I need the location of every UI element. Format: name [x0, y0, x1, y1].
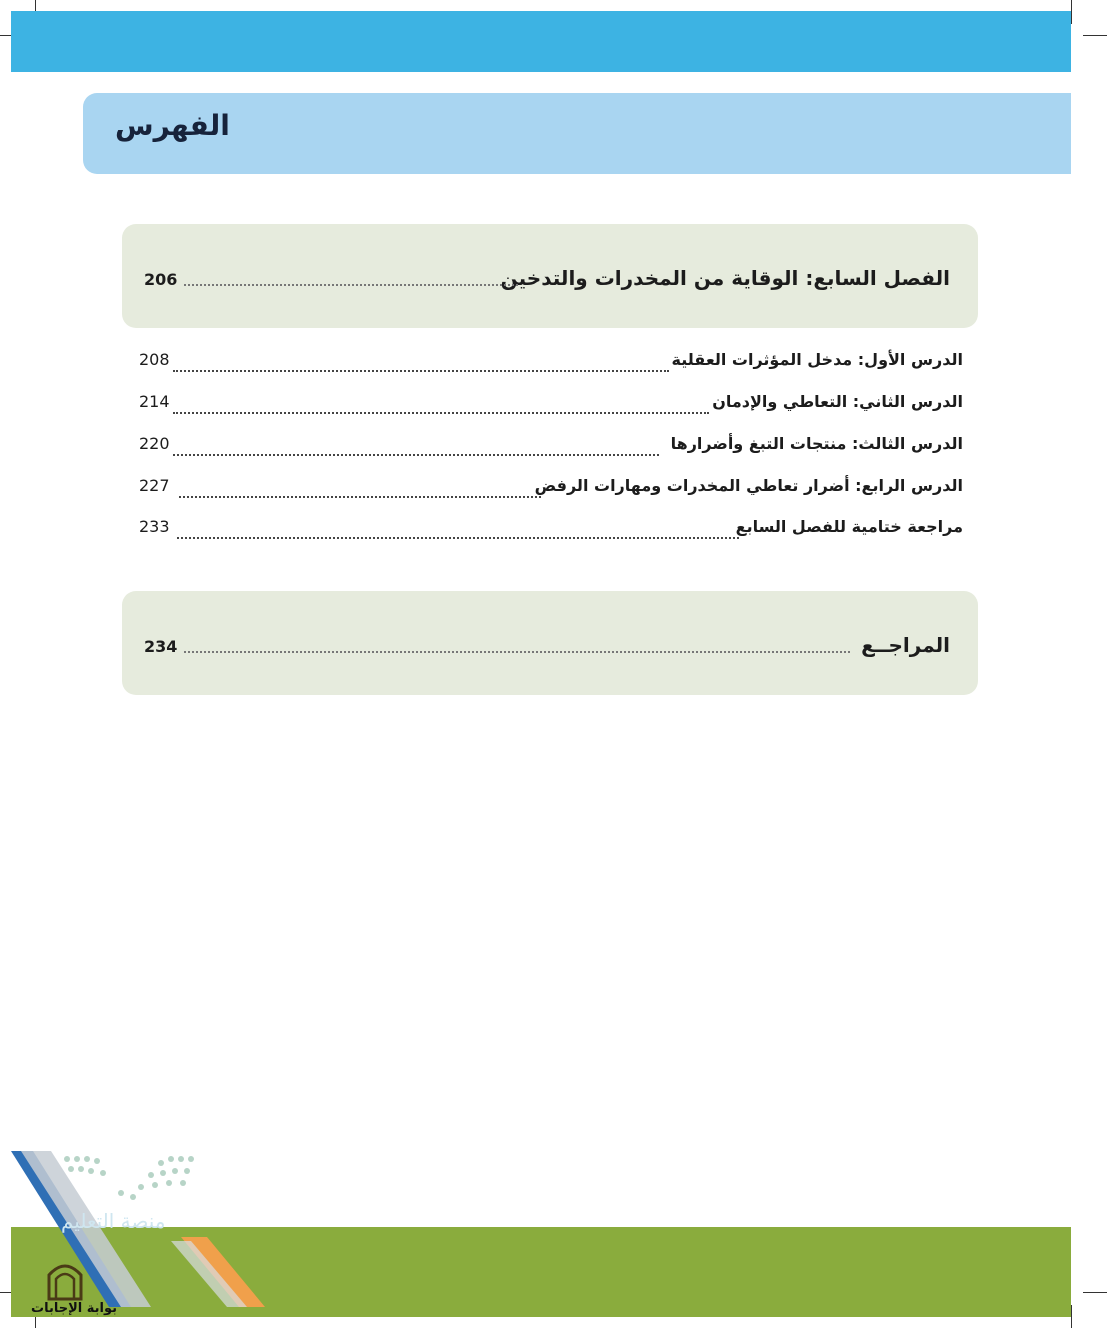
dot-leader	[177, 537, 739, 539]
references-page-number: 234	[144, 637, 178, 656]
dot-leader	[179, 496, 541, 498]
crop-mark	[1083, 35, 1107, 36]
dot-leader	[173, 370, 669, 372]
toc-entry[interactable]	[139, 348, 963, 378]
chapter-page-number: 206	[144, 270, 178, 289]
dot-leader	[173, 454, 659, 456]
toc-entry-title: الدرس الرابع: أضرار تعاطي المخدرات ومهارات الرفض	[534, 476, 963, 495]
toc-entry-title: الدرس الأول: مدخل المؤثرات العقلية	[671, 350, 963, 369]
page-title: الفهرس	[115, 109, 230, 142]
toc-entry-page: 227	[139, 476, 170, 495]
crop-mark	[1083, 1292, 1107, 1293]
toc-entry-page: 220	[139, 434, 170, 453]
watermark-text: منصة التعليم	[61, 1209, 166, 1233]
chapter-title: الفصل السابع: الوقاية من المخدرات والتدخين	[500, 266, 950, 290]
footer-caption: بوابة الإجابات	[31, 1301, 117, 1316]
toc-entry[interactable]	[139, 474, 963, 504]
book-page	[11, 11, 1071, 1317]
dot-leader	[184, 284, 518, 286]
gate-logo-icon	[45, 1257, 85, 1301]
crop-mark	[1071, 1305, 1072, 1328]
dot-leader	[184, 651, 850, 653]
chapter-box	[122, 224, 978, 328]
references-box	[122, 591, 978, 695]
toc-entry[interactable]	[139, 515, 963, 545]
toc-entry-page: 233	[139, 517, 170, 536]
toc-entry-page: 208	[139, 350, 170, 369]
toc-entry-title: الدرس الثاني: التعاطي والإدمان	[712, 392, 963, 411]
toc-entry-page: 214	[139, 392, 170, 411]
references-title: المراجــع	[861, 633, 950, 657]
toc-entry-title: مراجعة ختامية للفصل السابع	[735, 517, 963, 536]
toc-entry[interactable]	[139, 390, 963, 420]
title-banner	[83, 93, 1071, 174]
crop-mark	[1071, 0, 1072, 24]
toc-entry[interactable]	[139, 432, 963, 462]
top-color-band	[11, 11, 1071, 72]
dot-leader	[173, 412, 709, 414]
toc-entry-title: الدرس الثالث: منتجات التبغ وأضرارها	[670, 434, 963, 453]
